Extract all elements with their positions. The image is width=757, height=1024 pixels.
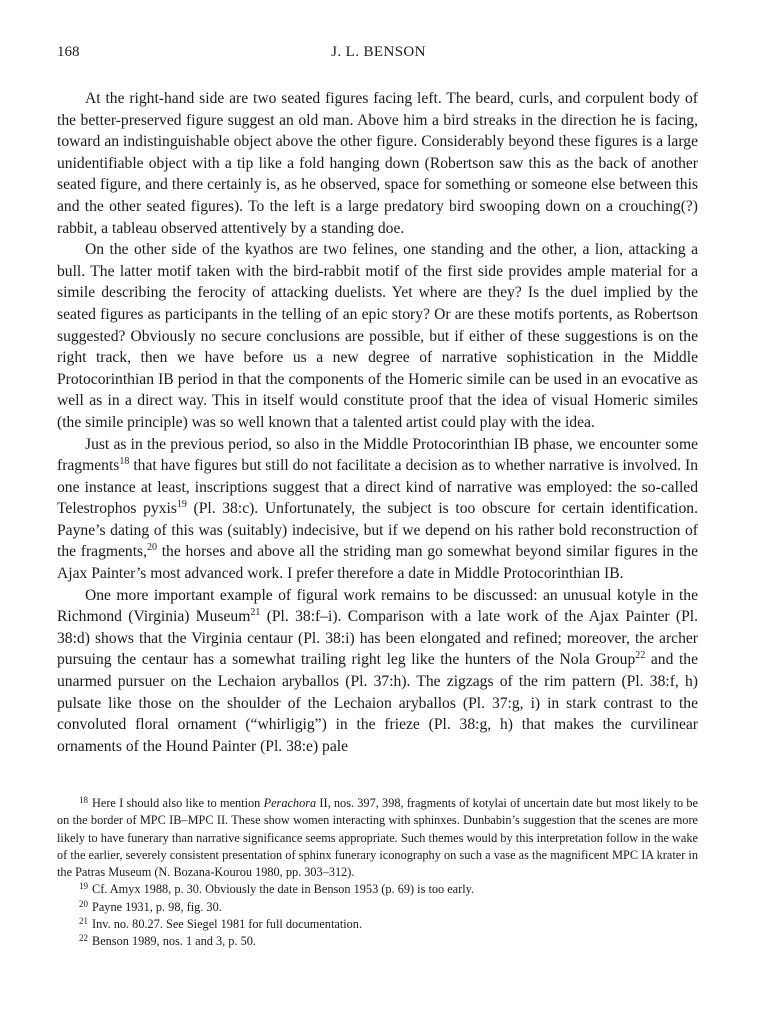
paragraph-3: [57, 434, 698, 585]
paragraph-3-text-b: that have figures but still do not facilitate a decision as to whether narrative is involved. In one instance at least, inscriptions suggest that a direct kind of narrative was employed: the so-called Telestrophos pyxis: [57, 457, 698, 518]
paragraph-4-text-a: One more important example of figural work remains to be discussed: an unusual kotyle in the Richmond (Virginia) Museum: [57, 586, 698, 626]
footnote-22-text: Benson 1989, nos. 1 and 3, p. 50.: [92, 934, 256, 949]
running-head: J. L. BENSON: [331, 44, 426, 60]
body-text: [57, 88, 698, 757]
footnote-18: [57, 795, 698, 881]
page-number: 168: [57, 44, 80, 60]
footnote-18-text-b: II, nos. 397, 398, fragments of kotylai of uncertain date but most likely to be on the border of MPC IB–MPC II. These show women interacting with sphinxes. Dunbabin’s suggestion that the scenes are more likely to have funerary than narrative significance seems appropriate. Such themes would by this interpretation follow in the wake of the earlier, severely consistent presentation of sphinx funerary iconography on such a vase as the magnificent MPC IA krater in the Patras Museum (N. Bozana-Kourou 1980, pp. 303–312).: [57, 796, 698, 880]
footnote-20: [57, 899, 698, 916]
footnote-18-italic: Perachora: [263, 796, 317, 810]
footnote-18-number: 18: [79, 795, 88, 805]
paragraph-4-text-c: and the unarmed pursuer on the Lechaion aryballos (Pl. 37:h). The zigzags of the rim pattern (Pl. 38:f, h) pulsate like those on the shoulder of the Lechaion aryballos (Pl. 37:g, i) in stark contrast to the convoluted floral ornament (“whirligig”) in the frieze (Pl. 38:g, h) that makes the curvilinear ornaments of the Hound Painter (Pl. 38:e) pale: [57, 651, 698, 755]
paragraph-4-text-b: (Pl. 38:f–i). Comparison with a late work of the Ajax Painter (Pl. 38:d) shows that the Virginia centaur (Pl. 38:i) has been elongated and refined; moreover, the archer pursuing the centaur has a somewhat trailing right leg like the hunters of the Nola Group: [57, 608, 698, 669]
footnotes: [57, 795, 698, 951]
paragraph-3-text-d: the horses and above all the striding man go somewhat beyond similar figures in the Ajax Painter’s most advanced work. I prefer therefore a date in Middle Protocorinthian IB.: [57, 543, 698, 583]
paragraph-3-text-c: (Pl. 38:c). Unfortunately, the subject is too obscure for certain identification. Payne’s dating of this was (suitably) indecisive, but if we depend on his rather bold reconstruction of the fragments,: [57, 500, 698, 561]
footnote-18-text-a: Here I should also like to mention: [92, 796, 264, 810]
page-header: [57, 44, 700, 66]
footnote-22-number: 22: [79, 933, 88, 944]
footnote-20-number: 20: [79, 898, 88, 909]
footnote-21-number: 21: [79, 916, 88, 927]
footnote-ref-18[interactable]: 18: [119, 456, 130, 468]
paragraph-4: [57, 585, 698, 758]
footnote-20-text: Payne 1931, p. 98, fig. 30.: [92, 899, 222, 914]
footnote-19-number: 19: [79, 881, 88, 892]
footnote-21-text: Inv. no. 80.27. See Siegel 1981 for full documentation.: [92, 917, 363, 932]
footnote-ref-21[interactable]: 21: [250, 607, 261, 619]
footnote-ref-20[interactable]: 20: [147, 542, 158, 554]
footnote-ref-22[interactable]: 22: [635, 650, 646, 662]
paragraph-1: At the right-hand side are two seated figures facing left. The beard, curls, and corpulent body of the better-preserved figure suggest an old man. Above him a bird streaks in the direction he is facing, toward an indistinguishable object above the other figure. Considerably beyond these figures is a large unidentifiable object with a tip like a fold hanging down (Robertson saw this as the back of another seated figure, and there certainly is, as he observed, space for something or someone else between this and the other seated figures). To the left is a large predatory bird swooping down on a crouching(?) rabbit, a tableau observed attentively by a standing doe.: [57, 90, 698, 237]
footnote-19-text: Cf. Amyx 1988, p. 30. Obviously the date in Benson 1953 (p. 69) is too early.: [92, 882, 475, 897]
paragraph-2: On the other side of the kyathos are two felines, one standing and the other, a lion, attacking a bull. The latter motif taken with the bird-rabbit motif of the first side provides ample material for a simile describing the ferocity of attacking duelists. Yet where are they? Is the duel implied by the seated figures as participants in the telling of an epic story? Or are these motifs portents, as Robertson suggested? Obviously no secure conclusions are possible, but if either of these suggestions is on the right track, then we have before us a new degree of narrative sophistication in the Middle Protocorinthian IB period in that the components of the Homeric simile can be used in an evocative as well as in a direct way. This in itself would constitute proof that the idea of visual Homeric similes (the simile principle) was so well known that a talented artist could play with the idea.: [57, 241, 698, 431]
footnote-19: [57, 881, 698, 898]
footnote-22: [57, 933, 698, 950]
paragraph-3-text-a: Just as in the previous period, so also in the Middle Protocorinthian IB phase, we encounter some fragments: [57, 435, 698, 475]
footnote-ref-19[interactable]: 19: [176, 499, 187, 511]
footnote-21: [57, 916, 698, 933]
